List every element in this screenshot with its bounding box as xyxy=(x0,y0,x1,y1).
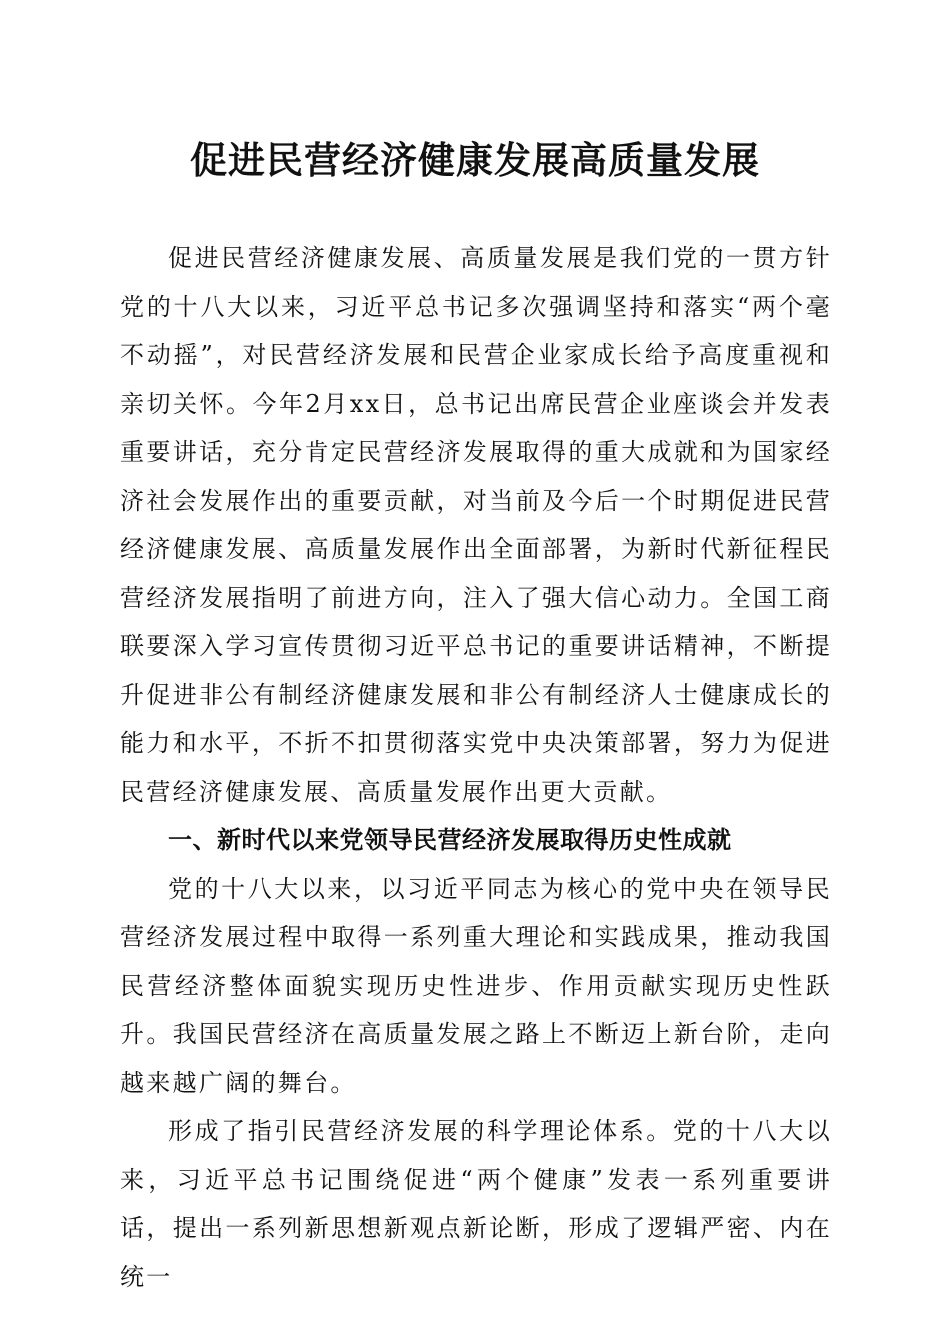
body-paragraph: 促进民营经济健康发展、高质量发展是我们党的一贯方针党的十八大以来，习近平总书记多次强调坚持和落实“两个毫不动摇”，对民营经济发展和民营企业家成长给予高度重视和亲切关怀。今年2月xx日，总书记出席民营企业座谈会并发表重要讲话，充分肯定民营经济发展取得的重大成就和为国家经济社会发展作出的重要贡献，对当前及今后一个时期促进民营经济健康发展、高质量发展作出全面部署，为新时代新征程民营经济发展指明了前进方向，注入了强大信心动力。全国工商联要深入学习宣传贯彻习近平总书记的重要讲话精神，不断提升促进非公有制经济健康发展和非公有制经济人士健康成长的能力和水平，不折不扣贯彻落实党中央决策部署，努力为促进民营经济健康发展、高质量发展作出更大贡献。 xyxy=(120,244,832,806)
body-paragraph: 党的十八大以来，以习近平同志为核心的党中央在领导民营经济发展过程中取得一系列重大理论和实践成果，推动我国民营经济整体面貌实现历史性进步、作用贡献实现历史性跃升。我国民营经济在高质量发展之路上不断迈上新台阶，走向越来越广阔的舞台。 xyxy=(120,874,832,1097)
body-paragraph: 形成了指引民营经济发展的科学理论体系。党的十八大以来，习近平总书记围绕促进“两个健康”发表一系列重要讲话，提出一系列新思想新观点新论断，形成了逻辑严密、内在统一 xyxy=(120,1117,832,1291)
section-heading: 一、新时代以来党领导民营经济发展取得历史性成就 xyxy=(168,826,732,854)
document-title: 促进民营经济健康发展高质量发展 xyxy=(190,138,760,182)
document-body xyxy=(120,234,832,1301)
